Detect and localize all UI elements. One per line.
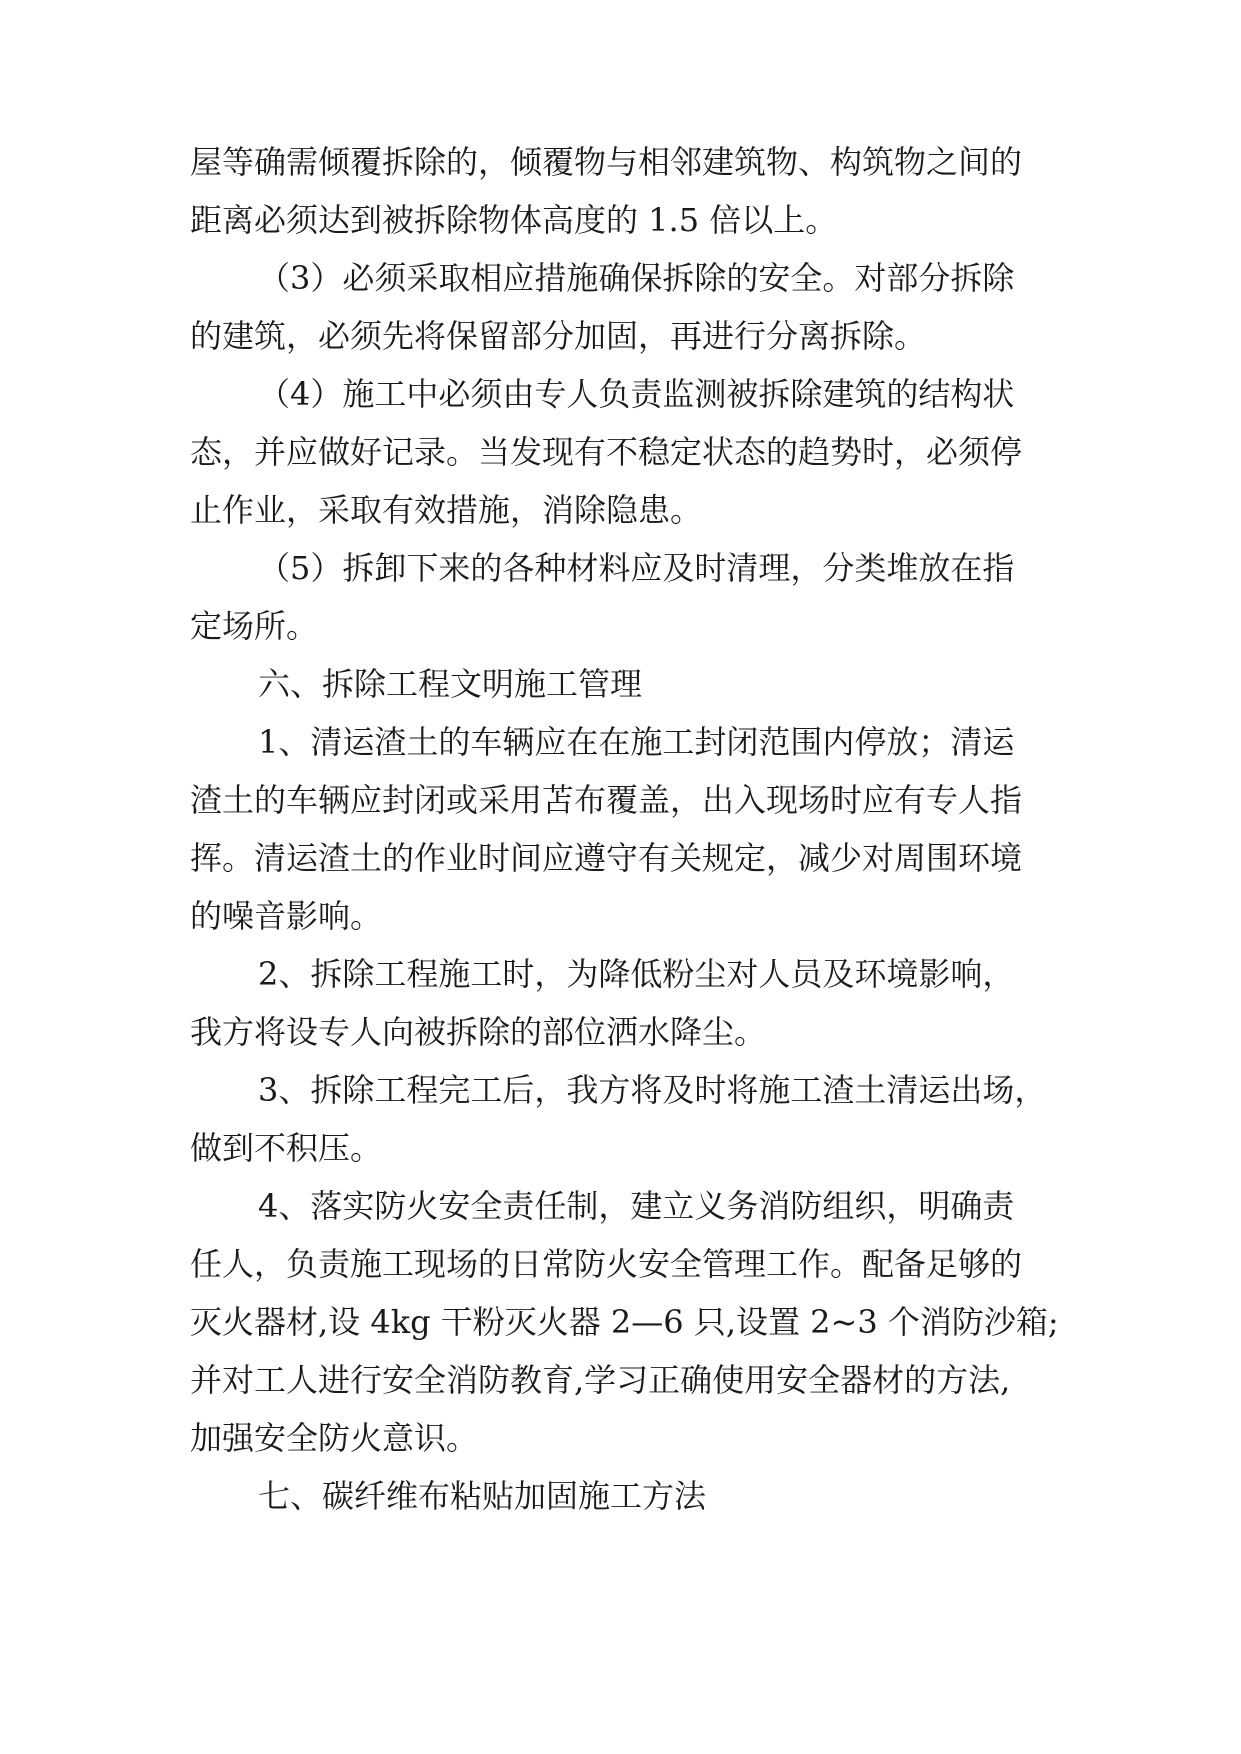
text-line-22: 并对工人进行安全消防教育,学习正确使用安全器材的方法, — [190, 1361, 1011, 1399]
text-line-1: 屋等确需倾覆拆除的，倾覆物与相邻建筑物、构筑物之间的 — [190, 143, 1023, 181]
section-heading-7: 七、碳纤维布粘贴加固施工方法 — [258, 1477, 707, 1515]
text-line-19: 4、落实防火安全责任制，建立义务消防组织，明确责 — [258, 1187, 1015, 1225]
text-line-6: 态，并应做好记录。当发现有不稳定状态的趋势时，必须停 — [190, 433, 1023, 471]
text-line-7: 止作业，采取有效措施，消除隐患。 — [190, 491, 703, 529]
text-line-12: 渣土的车辆应封闭或采用苫布覆盖，出入现场时应有专人指 — [190, 781, 1023, 819]
text-line-2: 距离必须达到被拆除物体高度的 1.5 倍以上。 — [190, 201, 838, 239]
text-line-18: 做到不积压。 — [190, 1129, 383, 1167]
section-heading-6: 六、拆除工程文明施工管理 — [258, 665, 643, 703]
text-line-20: 任人，负责施工现场的日常防火安全管理工作。配备足够的 — [190, 1245, 1023, 1283]
text-line-13: 挥。清运渣土的作业时间应遵守有关规定，减少对周围环境 — [190, 839, 1023, 877]
text-line-14: 的噪音影响。 — [190, 897, 383, 935]
text-line-11: 1、清运渣土的车辆应在在施工封闭范围内停放；清运 — [258, 723, 1015, 761]
text-line-5: （4）施工中必须由专人负责监测被拆除建筑的结构状 — [258, 375, 1015, 413]
text-line-9: 定场所。 — [190, 607, 319, 645]
text-line-15: 2、拆除工程施工时，为降低粉尘对人员及环境影响， — [258, 955, 1015, 993]
text-line-3: （3）必须采取相应措施确保拆除的安全。对部分拆除 — [258, 259, 1015, 297]
text-line-17: 3、拆除工程完工后，我方将及时将施工渣土清运出场， — [258, 1071, 1047, 1109]
text-line-4: 的建筑，必须先将保留部分加固，再进行分离拆除。 — [190, 317, 927, 355]
text-line-23: 加强安全防火意识。 — [190, 1419, 479, 1457]
text-line-8: （5）拆卸下来的各种材料应及时清理，分类堆放在指 — [258, 549, 1015, 587]
text-line-16: 我方将设专人向被拆除的部位洒水降尘。 — [190, 1013, 767, 1051]
text-line-21: 灭火器材,设 4kg 干粉灭火器 2—6 只,设置 2~3 个消防沙箱; — [190, 1303, 1059, 1341]
